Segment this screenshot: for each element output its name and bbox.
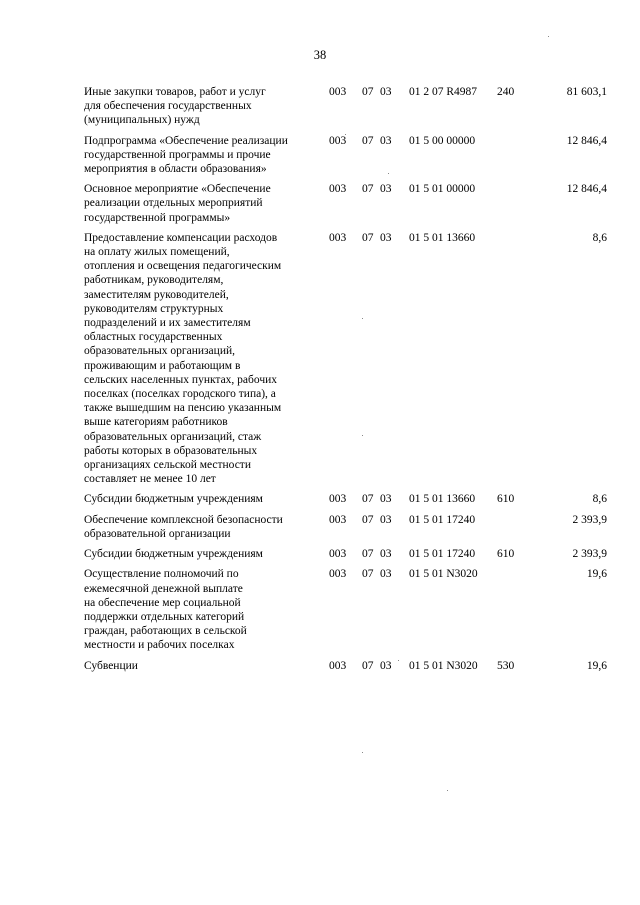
budget-table bbox=[0, 85, 640, 679]
row-name-line: проживающим и работающим в bbox=[84, 359, 241, 372]
subsection-code: 03 bbox=[380, 568, 392, 581]
section-code: 07 bbox=[362, 86, 374, 98]
row-name-line: подразделений и их заместителям bbox=[84, 317, 251, 330]
row-name-line: Субсидии бюджетным учреждениям bbox=[84, 493, 263, 506]
row-name bbox=[84, 492, 324, 506]
row-name-line: Подпрограмма «Обеспечение реализации bbox=[84, 134, 288, 147]
table-row bbox=[0, 182, 640, 225]
row-name-line: заместителям руководителей, bbox=[84, 288, 229, 301]
amount: 8,6 bbox=[592, 493, 607, 506]
table-row bbox=[0, 134, 640, 177]
subsection-code: 03 bbox=[380, 513, 392, 526]
table-row bbox=[0, 547, 640, 561]
subsection-code: 03 bbox=[380, 183, 392, 196]
row-name-line: составляет не менее 10 лет bbox=[84, 473, 216, 486]
expense-type: 610 bbox=[497, 493, 515, 506]
row-name-line: государственной программы» bbox=[84, 211, 231, 224]
amount: 8,6 bbox=[592, 231, 607, 244]
table-row bbox=[0, 659, 640, 673]
ministry-code: 003 bbox=[329, 548, 347, 561]
amount: 12 846,4 bbox=[566, 134, 607, 147]
row-name bbox=[84, 231, 324, 487]
expense-type: 610 bbox=[497, 548, 515, 561]
row-name-line: граждан, работающих в сельской bbox=[84, 625, 247, 638]
row-name-line: областных государственных bbox=[84, 331, 223, 344]
section-code: 07 bbox=[362, 513, 374, 526]
target-article: 01 5 00 00000 bbox=[409, 134, 476, 147]
ministry-code: 003 bbox=[329, 568, 347, 581]
row-name-line: образовательных организаций, bbox=[84, 345, 235, 358]
subsection-code: 03 bbox=[380, 134, 392, 147]
amount: 2 393,9 bbox=[572, 548, 607, 561]
section-code: 07 bbox=[362, 568, 374, 581]
ministry-code: 003 bbox=[329, 231, 347, 244]
subsection-code: 03 bbox=[380, 86, 392, 98]
row-name bbox=[84, 659, 324, 673]
row-name-line: организациях сельской местности bbox=[84, 459, 251, 472]
row-name-line: поселках (поселках городского типа), а bbox=[84, 388, 276, 401]
target-article: 01 5 01 N3020 bbox=[409, 659, 478, 672]
row-name-line: (муниципальных) нужд bbox=[84, 114, 200, 127]
section-code: 07 bbox=[362, 548, 374, 561]
table-row bbox=[0, 492, 640, 506]
target-article: 01 5 01 00000 bbox=[409, 183, 476, 196]
row-name-line: реализации отдельных мероприятий bbox=[84, 197, 263, 210]
expense-type: 530 bbox=[497, 659, 515, 672]
row-name-line: государственной программы и прочие bbox=[84, 148, 271, 161]
row-name-line: на обеспечение мер социальной bbox=[84, 596, 241, 609]
amount: 81 603,1 bbox=[566, 86, 607, 98]
row-name-line: поддержки отдельных категорий bbox=[84, 610, 245, 623]
table-row bbox=[0, 231, 640, 487]
row-name-line: Обеспечение комплексной безопасности bbox=[84, 513, 283, 526]
row-name-line: на оплату жилых помещений, bbox=[84, 246, 230, 259]
section-code: 07 bbox=[362, 231, 374, 244]
row-name-line: также вышедшим на пенсию указанным bbox=[84, 402, 282, 415]
row-name-line: отопления и освещения педагогическим bbox=[84, 260, 282, 273]
row-name-line: работникам, руководителям, bbox=[84, 274, 224, 287]
row-name bbox=[84, 547, 324, 561]
ministry-code: 003 bbox=[329, 86, 347, 98]
row-name-line: Основное мероприятие «Обеспечение bbox=[84, 183, 271, 196]
expense-type: 240 bbox=[497, 86, 515, 98]
ministry-code: 003 bbox=[329, 493, 347, 506]
row-name-line: Осуществление полномочий по bbox=[84, 568, 239, 581]
table-row bbox=[0, 513, 640, 541]
row-name-line: местности и рабочих поселках bbox=[84, 639, 235, 652]
amount: 19,6 bbox=[586, 659, 607, 672]
page-number: 38 bbox=[313, 48, 327, 62]
row-name-line: образовательной организации bbox=[84, 527, 231, 540]
ministry-code: 003 bbox=[329, 659, 347, 672]
amount: 19,6 bbox=[586, 568, 607, 581]
row-name bbox=[84, 134, 324, 177]
row-name-line: сельских населенных пунктах, рабочих bbox=[84, 373, 278, 386]
target-article: 01 5 01 N3020 bbox=[409, 568, 478, 581]
target-article: 01 5 01 13660 bbox=[409, 231, 476, 244]
subsection-code: 03 bbox=[380, 493, 392, 506]
row-name-line: работы которых в образовательных bbox=[84, 444, 258, 457]
table-row bbox=[0, 85, 640, 128]
row-name-line: выше категориям работников bbox=[84, 416, 228, 429]
row-name bbox=[84, 567, 324, 652]
target-article: 01 5 01 17240 bbox=[409, 548, 476, 561]
target-article: 01 5 01 13660 bbox=[409, 493, 476, 506]
subsection-code: 03 bbox=[380, 659, 392, 672]
ministry-code: 003 bbox=[329, 134, 347, 147]
section-code: 07 bbox=[362, 134, 374, 147]
subsection-code: 03 bbox=[380, 548, 392, 561]
row-name-line: Субвенции bbox=[84, 659, 138, 672]
target-article: 01 2 07 R4987 bbox=[409, 86, 478, 98]
section-code: 07 bbox=[362, 659, 374, 672]
row-name-line: Предоставление компенсации расходов bbox=[84, 231, 278, 244]
target-article: 01 5 01 17240 bbox=[409, 513, 476, 526]
row-name-line: образовательных организаций, стаж bbox=[84, 430, 262, 443]
section-code: 07 bbox=[362, 183, 374, 196]
amount: 2 393,9 bbox=[572, 513, 607, 526]
row-name-line: ежемесячной денежной выплате bbox=[84, 582, 243, 595]
row-name-line: мероприятия в области образования» bbox=[84, 163, 267, 176]
row-name-line: руководителям структурных bbox=[84, 302, 224, 315]
amount: 12 846,4 bbox=[566, 183, 607, 196]
row-name-line: для обеспечения государственных bbox=[84, 100, 252, 113]
section-code: 07 bbox=[362, 493, 374, 506]
row-name bbox=[84, 85, 324, 128]
ministry-code: 003 bbox=[329, 513, 347, 526]
row-name bbox=[84, 182, 324, 225]
row-name-line: Субсидии бюджетным учреждениям bbox=[84, 548, 263, 561]
row-name-line: Иные закупки товаров, работ и услуг bbox=[84, 86, 266, 98]
subsection-code: 03 bbox=[380, 231, 392, 244]
table-row bbox=[0, 567, 640, 652]
ministry-code: 003 bbox=[329, 183, 347, 196]
row-name bbox=[84, 513, 324, 541]
